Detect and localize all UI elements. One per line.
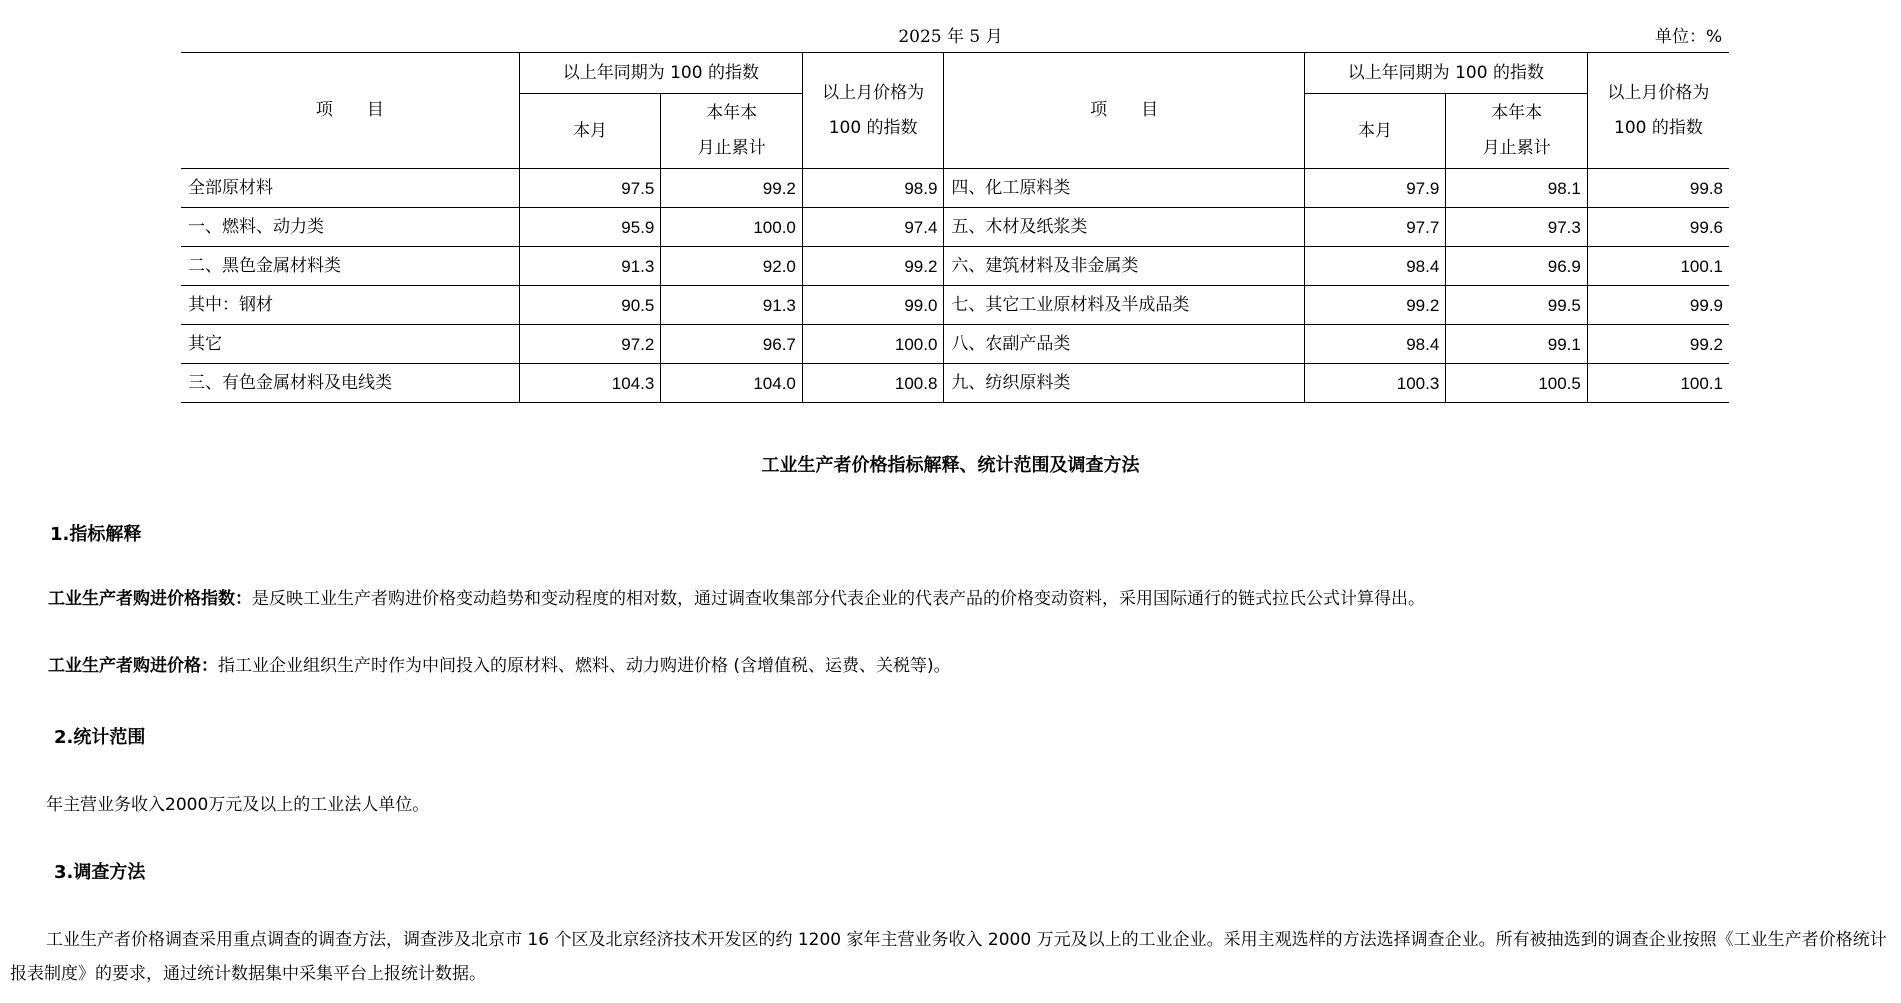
cell-mom: 99.6 [1587, 208, 1729, 247]
header-cum-left [661, 94, 803, 169]
definition-purchase-price [48, 649, 951, 683]
cell-month: 95.9 [519, 208, 661, 247]
header-yoy-group-right: 以上年同期为 100 的指数 [1304, 53, 1587, 94]
header-cum-left-line2: 月止累计 [697, 138, 766, 158]
header-mom-left-line2: 100 的指数 [828, 117, 918, 138]
table-row [181, 364, 1729, 403]
header-mom-right-line2: 100 的指数 [1614, 117, 1703, 138]
cell-mom: 99.0 [802, 286, 944, 325]
header-month-right: 本月 [1304, 94, 1446, 169]
cell-cumulative: 104.0 [661, 364, 803, 403]
row-label: 一、燃料、动力类 [181, 208, 519, 247]
cell-month: 90.5 [519, 286, 661, 325]
cell-mom: 98.9 [802, 169, 944, 208]
price-index-table [181, 52, 1729, 403]
cell-mom: 99.2 [802, 247, 944, 286]
header-cum-right [1446, 94, 1588, 169]
definition-text: 是反映工业生产者购进价格变动趋势和变动程度的相对数，通过调查收集部分代表企业的代表产品的价格变动资料，采用国际通行的链式拉氏公式计算得出。 [252, 589, 1425, 609]
cell-cumulative: 100.5 [1446, 364, 1588, 403]
row-label: 三、有色金属材料及电线类 [181, 364, 519, 403]
cell-month: 104.3 [519, 364, 661, 403]
cell-month: 97.2 [519, 325, 661, 364]
cell-cumulative: 99.2 [661, 169, 803, 208]
row-label: 九、纺织原料类 [944, 364, 1304, 403]
section-heading-definitions: 1.指标解释 [50, 524, 142, 545]
row-label: 全部原材料 [181, 169, 519, 208]
method-text: 工业生产者价格调查采用重点调查的调查方法，调查涉及北京市 16 个区及北京经济技术开发区的约 1200 家年主营业务收入 2000 万元及以上的工业企业。采用主观选样的方法选择调查企业。所有被抽选到的调查企业按照《工业生产者价格统计报表制度》的要求，通过统计数据集中采集平台上报统计数据。 [10, 930, 1887, 984]
table-row [181, 286, 1729, 325]
cell-month: 97.5 [519, 169, 661, 208]
cell-mom: 97.4 [802, 208, 944, 247]
cell-mom: 100.1 [1587, 364, 1729, 403]
header-mom-right [1587, 53, 1729, 169]
definition-purchase-price-index [48, 582, 1425, 616]
cell-month: 98.4 [1304, 247, 1446, 286]
header-mom-right-line1: 以上月价格为 [1607, 82, 1710, 103]
cell-cumulative: 96.7 [661, 325, 803, 364]
cell-mom: 100.1 [1587, 247, 1729, 286]
unit-label: 单位：% [1655, 27, 1723, 47]
cell-cumulative: 97.3 [1446, 208, 1588, 247]
cell-cumulative: 98.1 [1446, 169, 1588, 208]
definition-text: 指工业企业组织生产时作为中间投入的原材料、燃料、动力购进价格 (含增值税、运费、关税等)。 [218, 656, 951, 676]
row-label: 八、农副产品类 [944, 325, 1304, 364]
cell-month: 91.3 [519, 247, 661, 286]
cell-mom: 99.9 [1587, 286, 1729, 325]
table-row [181, 247, 1729, 286]
header-yoy-group-left: 以上年同期为 100 的指数 [519, 53, 802, 94]
section-heading-scope: 2.统计范围 [54, 727, 146, 748]
header-mom-left-line1: 以上月价格为 [822, 82, 925, 103]
cell-month: 97.7 [1304, 208, 1446, 247]
cell-month: 99.2 [1304, 286, 1446, 325]
row-label: 五、木材及纸浆类 [944, 208, 1304, 247]
cell-month: 98.4 [1304, 325, 1446, 364]
row-label: 七、其它工业原材料及半成品类 [944, 286, 1304, 325]
cell-mom: 99.2 [1587, 325, 1729, 364]
header-mom-left [802, 53, 944, 169]
cell-month: 97.9 [1304, 169, 1446, 208]
report-period: 2025 年 5 月 [898, 27, 1003, 47]
cell-cumulative: 99.1 [1446, 325, 1588, 364]
notes-title: 工业生产者价格指标解释、统计范围及调查方法 [761, 455, 1140, 476]
cell-mom: 99.8 [1587, 169, 1729, 208]
cell-cumulative: 91.3 [661, 286, 803, 325]
header-month-left: 本月 [519, 94, 661, 169]
row-label: 六、建筑材料及非金属类 [944, 247, 1304, 286]
cell-cumulative: 96.9 [1446, 247, 1588, 286]
definition-term: 工业生产者购进价格指数： [48, 589, 252, 609]
cell-cumulative: 99.5 [1446, 286, 1588, 325]
scope-text: 年主营业务收入2000万元及以上的工业法人单位。 [46, 795, 430, 815]
header-cum-left-line1: 本年本 [706, 103, 758, 123]
cell-cumulative: 92.0 [661, 247, 803, 286]
definition-term: 工业生产者购进价格： [48, 656, 218, 676]
header-item-right: 项 目 [944, 53, 1304, 169]
header-cum-right-line2: 月止累计 [1482, 138, 1551, 158]
cell-mom: 100.0 [802, 325, 944, 364]
table-row [181, 325, 1729, 364]
cell-month: 100.3 [1304, 364, 1446, 403]
cell-mom: 100.8 [802, 364, 944, 403]
cell-cumulative: 100.0 [661, 208, 803, 247]
header-cum-right-line1: 本年本 [1491, 103, 1543, 123]
header-item-left: 项 目 [181, 53, 519, 169]
table-row [181, 169, 1729, 208]
row-label: 二、黑色金属材料类 [181, 247, 519, 286]
row-label: 四、化工原料类 [944, 169, 1304, 208]
row-label: 其它 [181, 325, 519, 364]
row-label: 其中：钢材 [181, 286, 519, 325]
table-row [181, 208, 1729, 247]
section-heading-method: 3.调查方法 [54, 862, 146, 883]
